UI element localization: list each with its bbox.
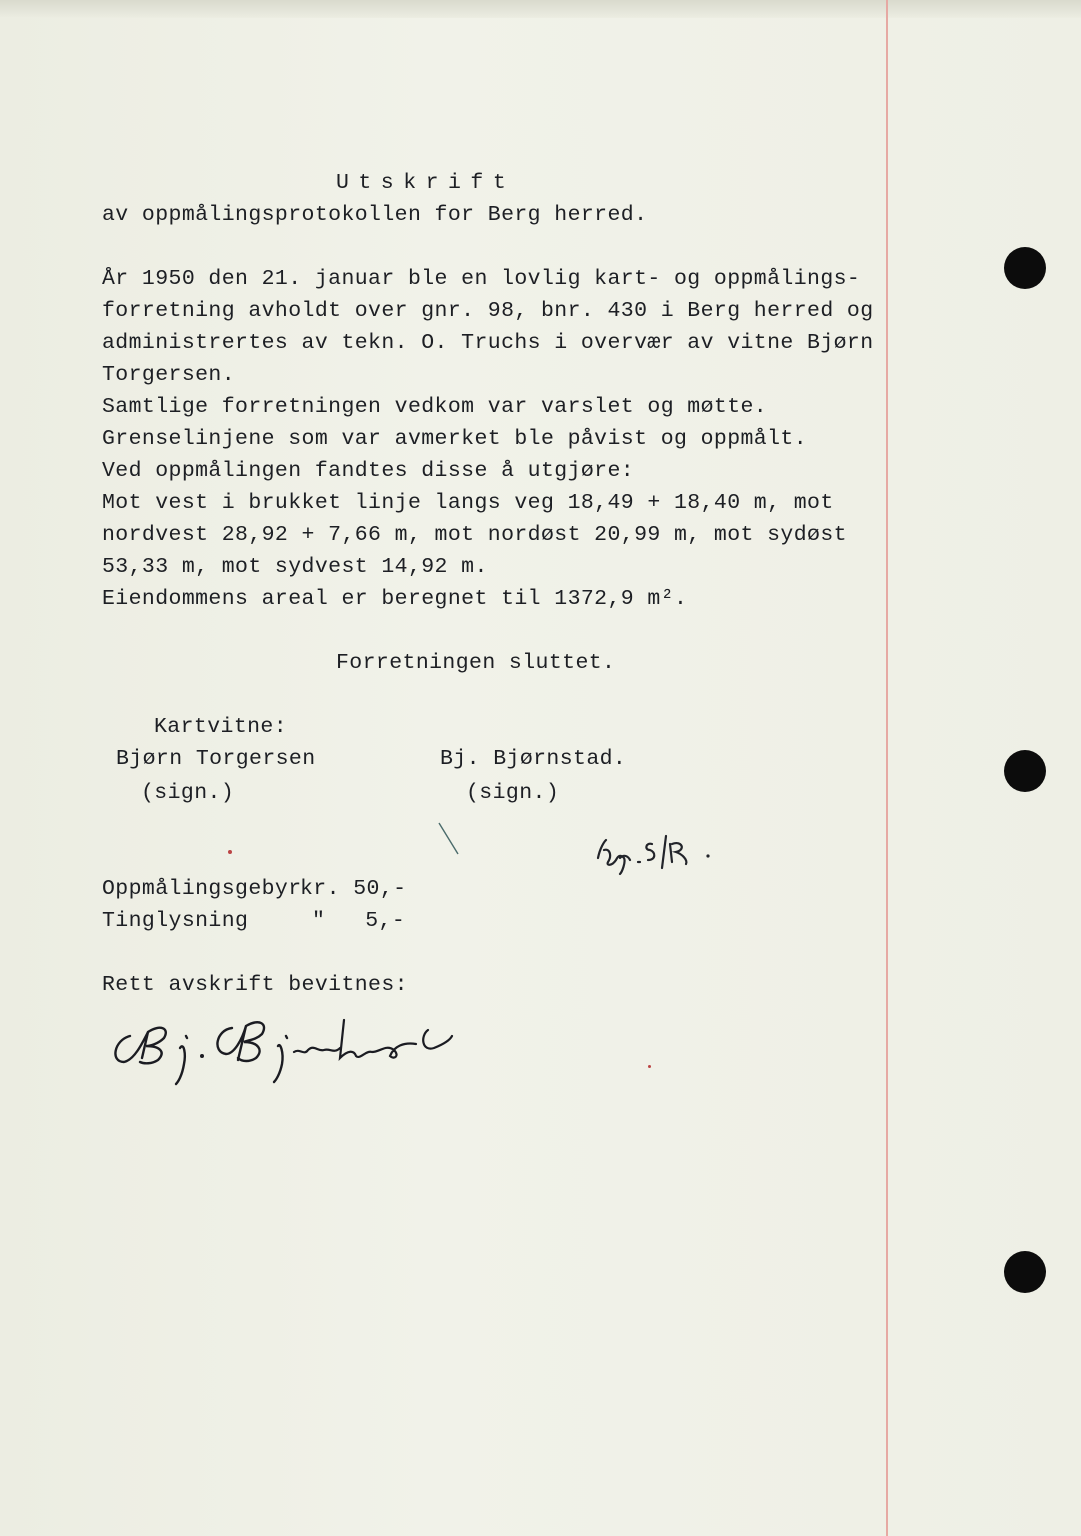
body-line: Samtlige forretningen vedkom var varslet og møtte. bbox=[102, 395, 768, 419]
red-dot-mark bbox=[228, 850, 232, 854]
witness-label: Kartvitne: bbox=[154, 715, 288, 739]
handwritten-note bbox=[590, 828, 730, 878]
witness-sign: (sign.) bbox=[141, 781, 235, 805]
body-line: 53,33 m, mot sydvest 14,92 m. bbox=[102, 555, 488, 579]
body-line: Eiendommens areal er beregnet til 1372,9 m². bbox=[102, 587, 688, 611]
body-line: administrertes av tekn. O. Truchs i overvær av vitne Bjørn bbox=[102, 331, 874, 355]
surveyor-name: Bj. Bjørnstad. bbox=[440, 747, 627, 771]
surveyor-sign: (sign.) bbox=[466, 781, 560, 805]
attestation: Rett avskrift bevitnes: bbox=[102, 973, 408, 997]
fee-label: Oppmålingsgebyr bbox=[102, 877, 302, 901]
fee-amount: " 5,- bbox=[312, 909, 406, 933]
body-line: forretning avholdt over gnr. 98, bnr. 430 i Berg herred og bbox=[102, 299, 874, 323]
witness-name: Bjørn Torgersen bbox=[116, 747, 316, 771]
body-line: Torgersen. bbox=[102, 363, 236, 387]
page-top-edge bbox=[0, 0, 1081, 18]
body-line: Grenselinjene som var avmerket ble påvist og oppmålt. bbox=[102, 427, 808, 451]
closing-statement: Forretningen sluttet. bbox=[336, 651, 616, 675]
handwritten-signature bbox=[104, 1000, 474, 1090]
margin-line bbox=[886, 0, 888, 1536]
fee-amount: kr. 50,- bbox=[300, 877, 407, 901]
document-heading: Utskrift bbox=[336, 171, 516, 195]
punch-hole-top bbox=[1004, 247, 1046, 289]
punch-hole-middle bbox=[1004, 750, 1046, 792]
red-dot-mark bbox=[648, 1065, 651, 1068]
document-subheading: av oppmålingsprotokollen for Berg herred. bbox=[102, 203, 648, 227]
body-line: Ved oppmålingen fandtes disse å utgjøre: bbox=[102, 459, 635, 483]
stray-mark bbox=[436, 820, 466, 860]
fee-label: Tinglysning bbox=[102, 909, 249, 933]
body-line: nordvest 28,92 + 7,66 m, mot nordøst 20,99 m, mot sydøst bbox=[102, 523, 847, 547]
body-line: Mot vest i brukket linje langs veg 18,49 + 18,40 m, mot bbox=[102, 491, 834, 515]
punch-hole-bottom bbox=[1004, 1251, 1046, 1293]
body-line: År 1950 den 21. januar ble en lovlig kart- og oppmålings- bbox=[102, 267, 861, 291]
